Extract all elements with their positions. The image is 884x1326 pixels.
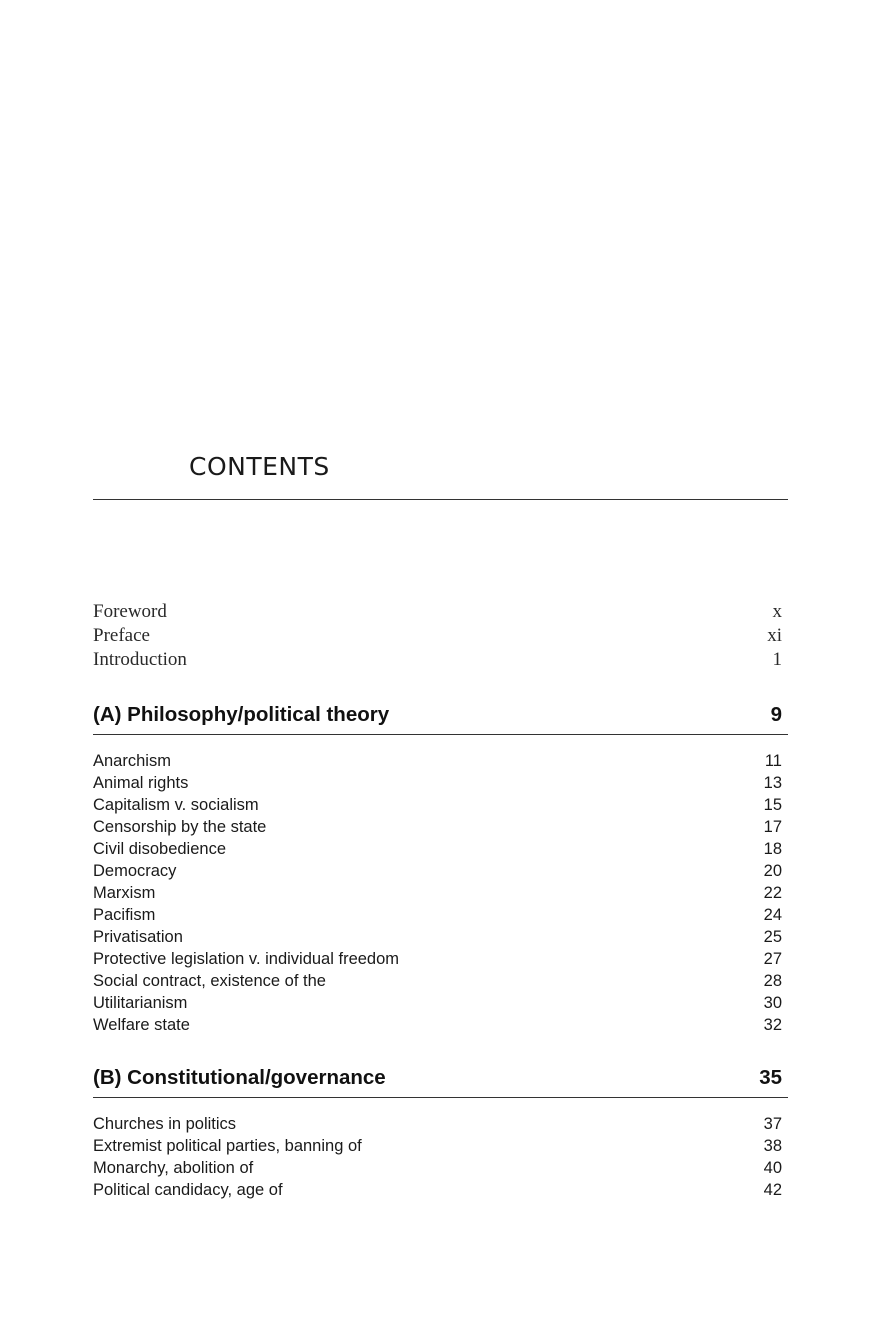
- toc-entry-label: Utilitarianism: [93, 994, 188, 1012]
- section-heading[interactable]: [93, 1063, 782, 1093]
- toc-entry[interactable]: [93, 1157, 782, 1179]
- section-heading-page: 35: [759, 1066, 782, 1089]
- toc-entry[interactable]: [93, 992, 782, 1014]
- toc-entry[interactable]: [93, 860, 782, 882]
- toc-entry-page: 18: [763, 840, 782, 858]
- toc-entry[interactable]: [93, 816, 782, 838]
- title-divider: [93, 499, 788, 500]
- toc-entry-label: Privatisation: [93, 928, 183, 946]
- front-matter-label: Foreword: [93, 601, 167, 622]
- toc-entry[interactable]: [93, 1014, 782, 1036]
- toc-entry-page: 20: [763, 862, 782, 880]
- toc-entry-label: Protective legislation v. individual freedom: [93, 950, 400, 968]
- toc-entry-page: 17: [763, 818, 782, 836]
- section-heading-label: (A) Philosophy/political theory: [93, 703, 390, 726]
- toc-entry-label: Extremist political parties, banning of: [93, 1137, 362, 1155]
- toc-entry[interactable]: [93, 794, 782, 816]
- contents-page: [93, 0, 788, 1326]
- toc-entry-page: 22: [763, 884, 782, 902]
- toc-entry-label: Political candidacy, age of: [93, 1181, 283, 1199]
- toc-entry[interactable]: [93, 838, 782, 860]
- toc-entry[interactable]: [93, 882, 782, 904]
- toc-entry-page: 42: [763, 1181, 782, 1199]
- front-matter-label: Introduction: [93, 649, 187, 670]
- toc-entry-label: Civil disobedience: [93, 840, 226, 858]
- toc-entry-page: 11: [764, 752, 782, 770]
- toc-entry-label: Censorship by the state: [93, 818, 267, 836]
- toc-entry-page: 27: [763, 950, 782, 968]
- toc-entry-page: 13: [763, 774, 782, 792]
- toc-entry[interactable]: [93, 904, 782, 926]
- toc-entry[interactable]: [93, 926, 782, 948]
- front-matter-item[interactable]: [93, 624, 782, 648]
- section-divider: [93, 734, 788, 735]
- toc-entry-label: Welfare state: [93, 1016, 190, 1034]
- toc-entry-page: 28: [763, 972, 782, 990]
- toc-entry-page: 25: [763, 928, 782, 946]
- front-matter-page: x: [772, 601, 782, 622]
- toc-entry-label: Capitalism v. socialism: [93, 796, 259, 814]
- toc-entry-page: 38: [763, 1137, 782, 1155]
- toc-entry[interactable]: [93, 1179, 782, 1201]
- toc-entry-page: 32: [763, 1016, 782, 1034]
- toc-entry-label: Social contract, existence of the: [93, 972, 326, 990]
- toc-entry-label: Pacifism: [93, 906, 156, 924]
- toc-entry[interactable]: [93, 1113, 782, 1135]
- section-heading[interactable]: [93, 700, 782, 730]
- toc-entry[interactable]: [93, 772, 782, 794]
- front-matter-page: xi: [767, 625, 782, 646]
- toc-entry-page: 15: [763, 796, 782, 814]
- toc-entry-label: Anarchism: [93, 752, 171, 770]
- front-matter-item[interactable]: [93, 600, 782, 624]
- toc-entry[interactable]: [93, 1135, 782, 1157]
- page-title: CONTENTS: [189, 452, 330, 481]
- section-entry-list: [93, 750, 782, 1036]
- toc-entry-page: 40: [763, 1159, 782, 1177]
- toc-entry[interactable]: [93, 970, 782, 992]
- front-matter-item[interactable]: [93, 648, 782, 672]
- toc-entry-page: 30: [763, 994, 782, 1012]
- section-divider: [93, 1097, 788, 1098]
- toc-entry-page: 24: [763, 906, 782, 924]
- section-entry-list: [93, 1113, 782, 1201]
- section-constitutional: [93, 1063, 788, 1201]
- front-matter-list: [93, 600, 782, 672]
- front-matter-page: 1: [772, 649, 782, 670]
- toc-entry[interactable]: [93, 948, 782, 970]
- toc-entry-label: Monarchy, abolition of: [93, 1159, 254, 1177]
- toc-entry[interactable]: [93, 750, 782, 772]
- section-heading-label: (B) Constitutional/governance: [93, 1066, 386, 1089]
- toc-entry-page: 37: [763, 1115, 782, 1133]
- section-philosophy: [93, 700, 788, 1036]
- toc-entry-label: Democracy: [93, 862, 177, 880]
- toc-entry-label: Animal rights: [93, 774, 189, 792]
- toc-entry-label: Churches in politics: [93, 1115, 237, 1133]
- section-heading-page: 9: [770, 703, 782, 726]
- toc-entry-label: Marxism: [93, 884, 156, 902]
- front-matter-label: Preface: [93, 625, 150, 646]
